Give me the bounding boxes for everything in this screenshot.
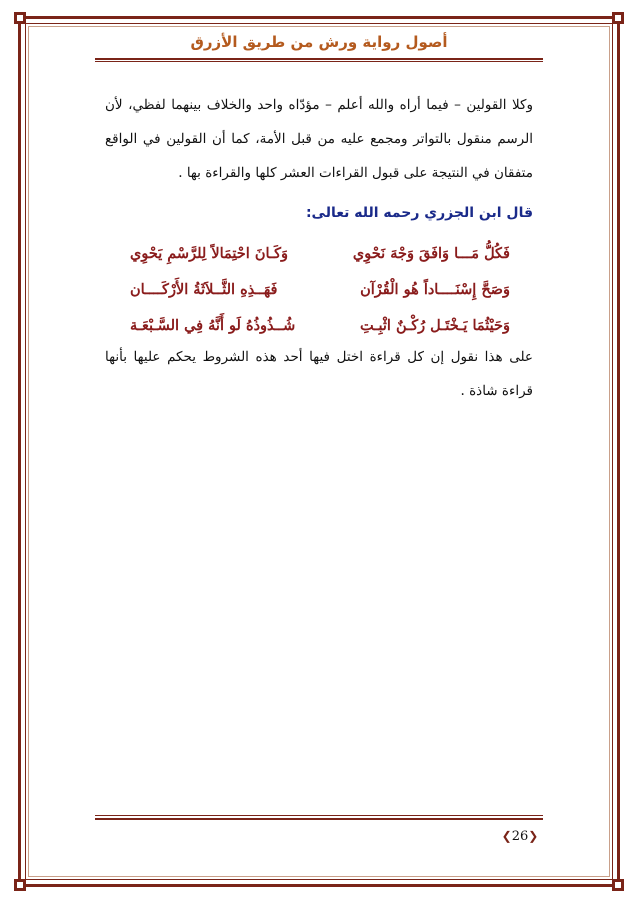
- paragraph-text: على هذا نقول إن كل قراءة اختل فيها أحد هذه الشروط يحكم عليها بأنها قراءة شاذة .: [105, 349, 533, 399]
- body-paragraph-2: [105, 340, 533, 408]
- verse-first-hemistich: وَصَحَّ إِسْنَــــاداً هُو الْقُرْآن: [360, 281, 510, 298]
- frame-corner-ornament: [14, 879, 26, 891]
- verse-second-hemistich: شُــذُوذُهُ لَو أَنَّهُ فِي السَّـبْعَـة: [130, 317, 296, 334]
- verse-second-hemistich: فَهَــذِهِ الثَّــلاَثَةُ الأَرْكَــــان: [130, 281, 278, 298]
- verse-first-hemistich: فَكُلُّ مَـــا وَافَقَ وَجْهَ نَحْوِي: [352, 245, 510, 262]
- section-heading: قال ابن الجزري رحمه الله تعالى:: [305, 205, 533, 221]
- body-paragraph-1: [105, 88, 533, 190]
- page-number-value: 26: [511, 828, 529, 844]
- ornament-left-icon: ❮: [501, 829, 512, 843]
- paragraph-text: وكلا القولين – فيما أراه والله أعلم – مؤدّاه واحد والخلاف بينهما لفظي، لأن الرسم منقول بالتواتر ومجمع عليه من قبل الأمة، كما أن القولين في الواقع متفقان في النتيجة على قبول القراءات العشر كلها والقراءة بها .: [105, 97, 533, 181]
- frame-corner-ornament: [612, 12, 624, 24]
- verse-line: [130, 281, 510, 298]
- footer-rule: [95, 818, 543, 820]
- header-rule: [95, 61, 543, 62]
- verse-second-hemistich: وَكَـانَ احْتِمَالاً لِلرَّسْمِ يَحْوِي: [130, 245, 289, 262]
- header-rule: [95, 58, 543, 60]
- ornament-right-icon: ❯: [528, 829, 539, 843]
- verse-first-hemistich: وَحَيْثُمَا يَـخْتَـل رُكْـنٌ اثْبِـتِ: [359, 317, 510, 334]
- verse-line: [130, 317, 510, 334]
- frame-corner-ornament: [14, 12, 26, 24]
- verse-line: [130, 245, 510, 262]
- footer-rule: [95, 815, 543, 816]
- frame-corner-ornament: [612, 879, 624, 891]
- page-number: [499, 826, 541, 846]
- running-header-title: أصول رواية ورش من طريق الأزرق: [190, 33, 448, 51]
